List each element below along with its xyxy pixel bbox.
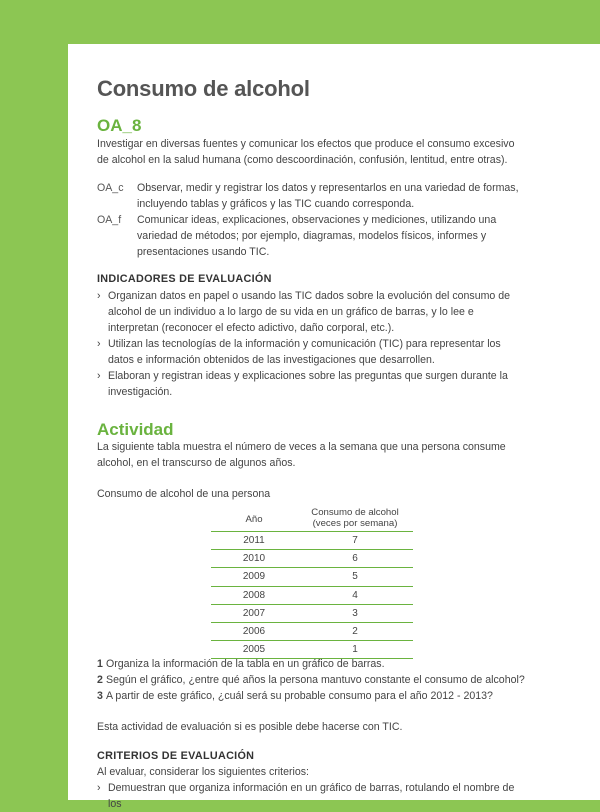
question-text: Según el gráfico, ¿entre qué años la persona mantuvo constante el consumo de alcohol? xyxy=(106,674,525,686)
bullet-marker: › xyxy=(97,290,101,302)
cell-year: 2007 xyxy=(242,607,266,619)
question-item xyxy=(97,688,527,704)
table-row xyxy=(211,568,413,586)
page-title: Consumo de alcohol xyxy=(97,76,310,101)
indicator-item xyxy=(97,336,527,368)
oa-code: OA_8 xyxy=(97,116,142,135)
question-text: A partir de este gráfico, ¿cuál será su probable consumo para el año 2012 - 2013? xyxy=(106,690,493,702)
cell-year: 2011 xyxy=(243,535,265,547)
header-consumption: Consumo de alcohol (veces por semana) xyxy=(311,506,399,529)
table-header xyxy=(211,504,413,532)
question-item xyxy=(97,672,527,688)
table-row xyxy=(211,623,413,641)
skill-text: Observar, medir y registrar los datos y representarlos en una variedad de formas, incluyendo tablas y gráficos y las TIC cuando corresponda. xyxy=(137,182,519,210)
question-text: Organiza la información de la tabla en un gráfico de barras. xyxy=(106,658,385,670)
skill-text: Comunicar ideas, explicaciones, observaciones y mediciones, utilizando una variedad de métodos; por ejemplo, diagramas, modelos físicos, informes y presentaciones usando TIC. xyxy=(137,214,497,258)
question-number: 3 xyxy=(97,690,103,702)
indicator-text: Utilizan las tecnologías de la información y comunicación (TIC) para representar los datos e información obtenidos de las investigaciones que desarrollen. xyxy=(108,338,501,366)
bullet-marker: › xyxy=(97,370,101,382)
table-row xyxy=(211,605,413,623)
criteria-heading: CRITERIOS DE EVALUACIÓN xyxy=(97,750,255,762)
bullet-marker: › xyxy=(97,782,101,794)
indicator-item xyxy=(97,368,527,400)
cell-value: 3 xyxy=(352,607,358,619)
header-year: Año xyxy=(245,514,263,525)
table-row xyxy=(211,550,413,568)
indicators-heading: INDICADORES DE EVALUACIÓN xyxy=(97,273,272,285)
cell-year: 2008 xyxy=(242,589,266,601)
activity-note: Esta actividad de evaluación si es posible debe hacerse con TIC. xyxy=(97,721,403,733)
cell-year: 2010 xyxy=(242,553,266,565)
criteria-intro: Al evaluar, considerar los siguientes criterios: xyxy=(97,766,309,778)
activity-heading: Actividad xyxy=(97,420,174,439)
oa-description: Investigar en diversas fuentes y comunicar los efectos que produce el consumo excesivo de alcohol en la salud humana (como descoordinación, confusión, lentitud, entre otras). xyxy=(97,138,515,166)
table-row xyxy=(211,587,413,605)
bullet-marker: › xyxy=(97,338,101,350)
activity-description: La siguiente tabla muestra el número de veces a la semana que una persona consume alcohol, en el transcurso de algunos años. xyxy=(97,441,506,469)
indicator-text: Organizan datos en papel o usando las TIC dados sobre la evolución del consumo de alcohol de un individuo a lo largo de su vida en un gráfico de barras, y lo lee e interpretan (reconocer el efecto adictivo, daño corporal, etc.). xyxy=(108,290,511,334)
table-caption: Consumo de alcohol de una persona xyxy=(97,488,271,500)
cell-value: 4 xyxy=(352,589,358,601)
skill-item xyxy=(97,180,527,212)
indicator-item xyxy=(97,288,527,336)
cell-year: 2006 xyxy=(242,626,266,638)
cell-value: 5 xyxy=(352,571,358,583)
table-row xyxy=(211,532,413,550)
cell-value: 7 xyxy=(352,535,358,547)
skill-code: OA_f xyxy=(97,214,122,226)
cell-year: 2009 xyxy=(242,571,266,583)
skill-item xyxy=(97,212,527,260)
criteria-item xyxy=(97,780,527,812)
criteria-text: Demuestran que organiza información en un gráfico de barras, rotulando el nombre de los xyxy=(108,782,515,810)
consumption-table xyxy=(211,504,413,659)
cell-value: 6 xyxy=(352,553,358,565)
indicator-text: Elaboran y registran ideas y explicaciones sobre las preguntas que surgen durante la investigación. xyxy=(108,370,508,398)
criteria-list xyxy=(97,780,527,812)
skill-code: OA_c xyxy=(97,182,124,194)
cell-year: 2005 xyxy=(242,644,266,656)
document-page xyxy=(68,44,600,810)
indicators-list xyxy=(97,288,527,400)
skills-list xyxy=(97,180,527,260)
question-item xyxy=(97,656,527,672)
question-number: 2 xyxy=(97,674,103,686)
question-number: 1 xyxy=(97,658,103,670)
cell-value: 2 xyxy=(352,626,358,638)
questions-list xyxy=(97,656,527,704)
cell-value: 1 xyxy=(352,644,358,656)
